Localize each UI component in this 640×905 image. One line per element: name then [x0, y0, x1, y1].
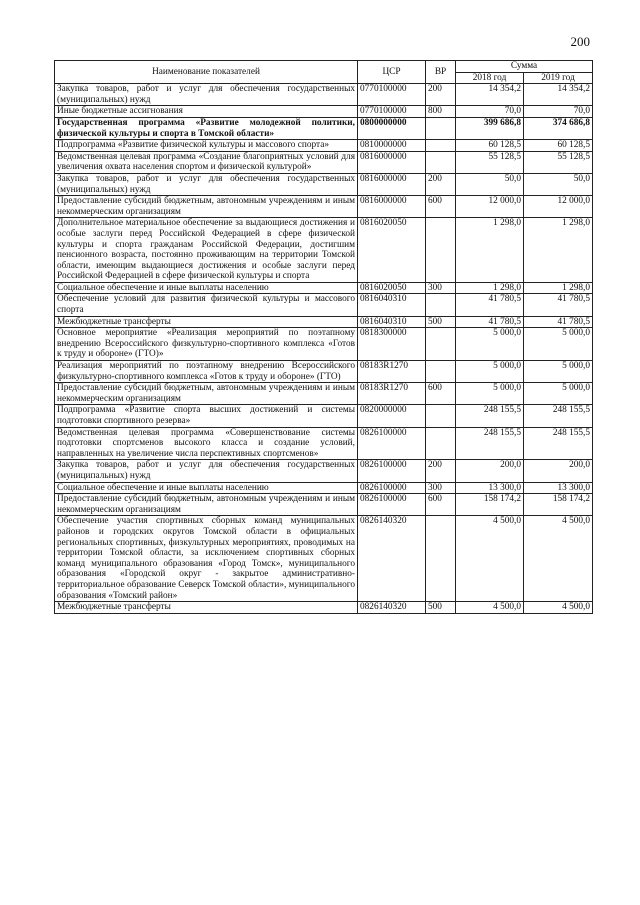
row-name-cell: Иные бюджетные ассигнования — [55, 106, 358, 118]
row-name-cell: Основное мероприятие «Реализация мероприятий по поэтапному внедрению Всероссийского физкультурно-спортивного комплекса «Готов к труду и обороне» (ГТО)» — [55, 328, 358, 361]
row-name-cell: Подпрограмма «Развитие физической культуры и массового спорта» — [55, 140, 358, 152]
row-2019-cell: 248 155,5 — [524, 427, 593, 460]
table-row — [55, 117, 593, 139]
row-vr-cell: 800 — [426, 106, 456, 118]
row-2019-cell: 14 354,2 — [524, 84, 593, 106]
row-vr-cell — [426, 361, 456, 383]
table-row — [55, 316, 593, 328]
row-name-cell: Социальное обеспечение и иные выплаты населению — [55, 282, 358, 294]
table-row — [55, 196, 593, 218]
row-vr-cell: 200 — [426, 460, 456, 482]
row-2019-cell: 1 298,0 — [524, 218, 593, 283]
header-vr: ВР — [426, 61, 456, 84]
row-name-cell: Ведомственная целевая программа «Совершенствование системы подготовки спортсменов высокого класса и создание условий, направленных на увеличение числа перспективных спортсменов» — [55, 427, 358, 460]
row-2018-cell: 200,0 — [456, 460, 524, 482]
row-name-cell: Межбюджетные трансферты — [55, 316, 358, 328]
row-2019-cell: 200,0 — [524, 460, 593, 482]
row-2019-cell: 4 500,0 — [524, 602, 593, 614]
table-row — [55, 427, 593, 460]
table-row — [55, 494, 593, 516]
row-2019-cell: 70,0 — [524, 106, 593, 118]
header-csr: ЦСР — [358, 61, 426, 84]
row-csr-cell: 0826100000 — [358, 460, 426, 482]
row-csr-cell: 0816000000 — [358, 173, 426, 195]
row-name-cell: Предоставление субсидий бюджетным, автономным учреждениям и иным некоммерческим организациям — [55, 196, 358, 218]
row-2019-cell: 60 128,5 — [524, 140, 593, 152]
row-csr-cell: 0816020050 — [358, 282, 426, 294]
row-csr-cell: 0816040310 — [358, 294, 426, 316]
row-2019-cell: 374 686,8 — [524, 117, 593, 139]
row-vr-cell: 200 — [426, 173, 456, 195]
row-2019-cell: 5 000,0 — [524, 361, 593, 383]
row-2018-cell: 1 298,0 — [456, 218, 524, 283]
row-2018-cell: 248 155,5 — [456, 405, 524, 427]
table-row — [55, 361, 593, 383]
row-name-cell: Межбюджетные трансферты — [55, 602, 358, 614]
row-csr-cell: 0816020050 — [358, 218, 426, 283]
row-2019-cell: 248 155,5 — [524, 405, 593, 427]
row-vr-cell — [426, 427, 456, 460]
row-csr-cell: 0820000000 — [358, 405, 426, 427]
row-vr-cell: 600 — [426, 383, 456, 405]
row-vr-cell — [426, 140, 456, 152]
row-2018-cell: 1 298,0 — [456, 282, 524, 294]
row-2019-cell: 1 298,0 — [524, 282, 593, 294]
table-row — [55, 140, 593, 152]
row-csr-cell: 0826140320 — [358, 516, 426, 602]
row-vr-cell — [426, 218, 456, 283]
row-name-cell: Подпрограмма «Развитие спорта высших достижений и системы подготовки спортивного резерва» — [55, 405, 358, 427]
row-csr-cell: 0770100000 — [358, 106, 426, 118]
header-name: Наименование показателей — [55, 61, 358, 84]
row-name-cell: Обеспечение условий для развития физической культуры и массового спорта — [55, 294, 358, 316]
header-sum: Сумма — [456, 61, 593, 73]
row-2019-cell: 50,0 — [524, 173, 593, 195]
row-csr-cell: 0826100000 — [358, 494, 426, 516]
table-row — [55, 218, 593, 283]
row-vr-cell: 200 — [426, 84, 456, 106]
row-2018-cell: 399 686,8 — [456, 117, 524, 139]
row-2018-cell: 4 500,0 — [456, 602, 524, 614]
row-vr-cell: 300 — [426, 282, 456, 294]
row-name-cell: Социальное обеспечение и иные выплаты населению — [55, 482, 358, 494]
row-csr-cell: 0826140320 — [358, 602, 426, 614]
row-2018-cell: 4 500,0 — [456, 516, 524, 602]
table-row — [55, 151, 593, 173]
table-row — [55, 282, 593, 294]
row-vr-cell: 600 — [426, 196, 456, 218]
row-csr-cell: 0818300000 — [358, 328, 426, 361]
row-2018-cell: 5 000,0 — [456, 383, 524, 405]
row-csr-cell: 0810000000 — [358, 140, 426, 152]
row-vr-cell: 300 — [426, 482, 456, 494]
row-csr-cell: 0816000000 — [358, 151, 426, 173]
row-vr-cell — [426, 328, 456, 361]
table-row — [55, 106, 593, 118]
row-2018-cell: 248 155,5 — [456, 427, 524, 460]
table-row — [55, 173, 593, 195]
header-year-2019: 2019 год — [524, 72, 593, 84]
page-number: 200 — [570, 34, 590, 49]
table-row — [55, 294, 593, 316]
table-row — [55, 602, 593, 614]
table-row — [55, 482, 593, 494]
row-vr-cell — [426, 294, 456, 316]
row-2018-cell: 12 000,0 — [456, 196, 524, 218]
row-2019-cell: 41 780,5 — [524, 294, 593, 316]
budget-table — [54, 60, 593, 614]
table-row — [55, 328, 593, 361]
row-vr-cell: 600 — [426, 494, 456, 516]
row-csr-cell: 08183R1270 — [358, 361, 426, 383]
row-vr-cell — [426, 405, 456, 427]
row-2019-cell: 5 000,0 — [524, 328, 593, 361]
row-csr-cell: 0800000000 — [358, 117, 426, 139]
row-2019-cell: 4 500,0 — [524, 516, 593, 602]
table-row — [55, 405, 593, 427]
table-row — [55, 516, 593, 602]
table-row — [55, 383, 593, 405]
row-2018-cell: 14 354,2 — [456, 84, 524, 106]
row-name-cell: Ведомственная целевая программа «Создание благоприятных условий для увеличения охвата населения спортом и физической культурой» — [55, 151, 358, 173]
row-csr-cell: 08183R1270 — [358, 383, 426, 405]
row-name-cell: Закупка товаров, работ и услуг для обеспечения государственных (муниципальных) нужд — [55, 84, 358, 106]
row-name-cell: Реализация мероприятий по поэтапному внедрению Всероссийского физкультурно-спортивного комплекса «Готов к труду и обороне» (ГТО) — [55, 361, 358, 383]
row-2018-cell: 13 300,0 — [456, 482, 524, 494]
row-name-cell: Обеспечение участия спортивных сборных команд муниципальных районов и городских округов Томской области в официальных региональных спортивных, физкультурных мероприятиях, проводимых на территории Томской области, за исключением спортивных сборных команд муниципального образования «Город Томск», муниципального образования «Городской округ - закрытое административно-территориальное образование Северск Томской области», муниципального образования «Томский район» — [55, 516, 358, 602]
table-row — [55, 460, 593, 482]
row-2019-cell: 55 128,5 — [524, 151, 593, 173]
row-csr-cell: 0816000000 — [358, 196, 426, 218]
row-name-cell: Закупка товаров, работ и услуг для обеспечения государственных (муниципальных) нужд — [55, 460, 358, 482]
row-csr-cell: 0816040310 — [358, 316, 426, 328]
row-name-cell: Предоставление субсидий бюджетным, автономным учреждениям и иным некоммерческим организациям — [55, 383, 358, 405]
row-2018-cell: 70,0 — [456, 106, 524, 118]
table-row — [55, 84, 593, 106]
row-2018-cell: 41 780,5 — [456, 316, 524, 328]
row-2019-cell: 158 174,2 — [524, 494, 593, 516]
row-vr-cell — [426, 117, 456, 139]
row-csr-cell: 0826100000 — [358, 482, 426, 494]
row-vr-cell — [426, 516, 456, 602]
row-2019-cell: 41 780,5 — [524, 316, 593, 328]
row-vr-cell: 500 — [426, 316, 456, 328]
row-2018-cell: 5 000,0 — [456, 361, 524, 383]
header-year-2018: 2018 год — [456, 72, 524, 84]
row-2019-cell: 5 000,0 — [524, 383, 593, 405]
row-2018-cell: 158 174,2 — [456, 494, 524, 516]
row-2019-cell: 12 000,0 — [524, 196, 593, 218]
row-2018-cell: 60 128,5 — [456, 140, 524, 152]
row-2018-cell: 5 000,0 — [456, 328, 524, 361]
row-2018-cell: 41 780,5 — [456, 294, 524, 316]
row-name-cell: Закупка товаров, работ и услуг для обеспечения государственных (муниципальных) нужд — [55, 173, 358, 195]
row-name-cell: Предоставление субсидий бюджетным, автономным учреждениям и иным некоммерческим организациям — [55, 494, 358, 516]
row-csr-cell: 0770100000 — [358, 84, 426, 106]
row-2018-cell: 55 128,5 — [456, 151, 524, 173]
row-2019-cell: 13 300,0 — [524, 482, 593, 494]
row-name-cell: Дополнительное материальное обеспечение за выдающиеся достижения и особые заслуги перед Российской Федерацией в сфере физической культуры и спорта гражданам Российской Федерации, достигшим пенсионного возраста, постоянно проживающим на территории Томской области, имеющим выдающиеся достижения и особые заслуги перед Российской Федерацией в сфере физической культуры и спорта — [55, 218, 358, 283]
row-2018-cell: 50,0 — [456, 173, 524, 195]
row-vr-cell — [426, 151, 456, 173]
row-name-cell: Государственная программа «Развитие молодежной политики, физической культуры и спорта в Томской области» — [55, 117, 358, 139]
row-vr-cell: 500 — [426, 602, 456, 614]
row-csr-cell: 0826100000 — [358, 427, 426, 460]
